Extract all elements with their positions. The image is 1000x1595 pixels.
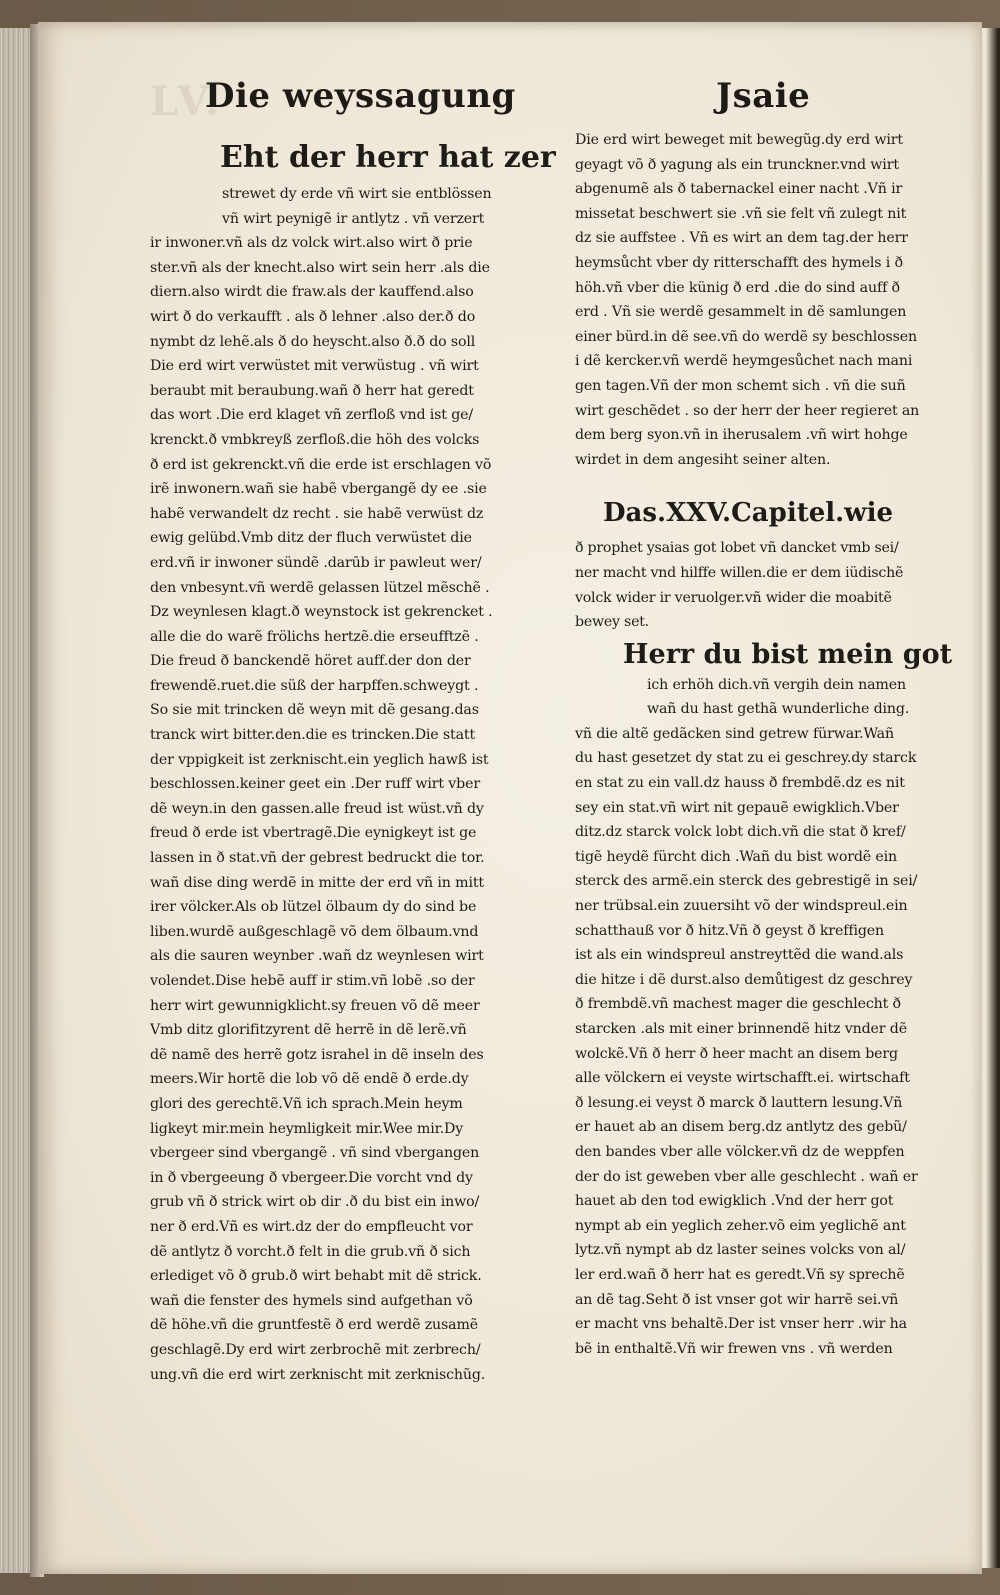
text-line: dẽ antlytz ð vorcht.ð felt in die grub.vñ ð sich [150,1243,471,1260]
text-line: Vmb ditz glorifitzyrent dẽ herrẽ in dẽ lerẽ.vñ [150,1022,467,1039]
bleed-through-text: LV. [150,78,224,125]
text-line: schatthauß vor ð hitz.Vñ ð geyst ð kreffigen [575,922,885,939]
text-line: So sie mit trincken dẽ weyn mit dẽ gesang.das [150,702,479,719]
text-line: geschlagẽ.Dy erd wirt zerbrochẽ mit zerbrech/ [150,1341,481,1358]
text-line: habẽ verwandelt dz recht . sie habẽ verwüst dz [150,505,484,522]
text-line: hauet ab den tod ewigklich .Vnd der herr got [575,1193,894,1210]
text-line: gen tagen.Vñ der mon schemt sich . vñ die suñ [575,377,906,394]
chapter-summary [575,536,925,634]
text-line: wañ die fenster des hymels sind aufgethan võ [150,1292,473,1309]
text-line: heymsůcht vber dy ritterschafft des hymels i ð [575,254,903,271]
text-line: Die freud ð banckendẽ höret auff.der don der [150,653,471,670]
text-line: tigẽ heydẽ fürcht dich .Wañ du bist wordẽ ein [575,848,898,865]
text-line: wirt geschẽdet . so der herr der heer regieret an [575,402,920,419]
text-line: starcken .als mit einer brinnendẽ hitz vnder dẽ [575,1021,907,1037]
text-line: ist als ein windspreul anstreyttẽd die wand.als [575,947,904,964]
text-line: der vppigkeit ist zerknischt.ein yeglich hawß ist [150,751,489,768]
running-head-right: Jsaie [716,76,811,116]
text-line: strewet dy erde vñ wirt sie entblössen [222,186,492,202]
text-line: tranck wirt bitter.den.die es trincken.Die statt [150,727,475,744]
text-line: Dz weynlesen klagt.ð weynstock ist gekrencket . [150,604,493,621]
text-line: er hauet ab an disem berg.dz antlytz des gebũ/ [575,1119,907,1136]
chapter-incipit-left: Eht der herr hat zer [220,140,556,175]
text-line: diern.also wirdt die fraw.als der kauffend.also [150,284,474,301]
text-line: nymbt dz lehẽ.als ð do heyscht.also ð.ð do soll [150,333,476,350]
text-line: er macht vns behaltẽ.Der ist vnser herr .wir ha [575,1316,907,1333]
text-line: wañ dise ding werdẽ in mitte der erd vñ in mitt [150,874,484,891]
text-line: an dẽ tag.Seht ð ist vnser got wir harrẽ sei.vñ [575,1291,899,1308]
text-line: das wort .Die erd klaget vñ zerfloß vnd ist ge/ [150,407,474,424]
text-line: frewendẽ.ruet.die süß der harpffen.schweygt . [150,677,479,694]
text-line: lytz.vñ nympt ab dz laster seines volcks von al/ [575,1242,906,1259]
text-line: beschlossen.keiner geet ein .Der ruff wirt vber [150,776,480,793]
text-line: glori des gerechtẽ.Vñ ich sprach.Mein heym [150,1095,463,1112]
text-line: vñ die altẽ gedãcken sind getrew fürwar.Wañ [575,725,894,742]
text-line: Die erd wirt verwüstet mit verwüstug . vñ wirt [150,358,479,375]
running-head-left: Die weyssagung [205,76,516,116]
text-line: die hitze i dẽ durst.also demůtigest dz geschrey [575,971,913,988]
text-line: ir inwoner.vñ als dz volck wirt.also wirt ð prie [150,235,473,252]
text-line: nympt ab ein yeglich zeher.võ eim yeglichẽ ant [575,1217,906,1234]
text-line: wirt ð do verkaufft . als ð lehner .also der.ð do [150,308,476,325]
text-line: ð erd ist gekrenckt.vñ die erde ist erschlagen võ [150,456,492,473]
text-line: bẽ in enthaltẽ.Vñ wir frewen vns . vñ werden [575,1340,893,1357]
text-line: i dẽ kercker.vñ werdẽ heymgesůchet nach mani [575,353,913,370]
text-line: wañ du hast gethã wunderliche ding. [647,701,910,718]
text-line: als die sauren weynber .wañ dz weynlesen wirt [150,948,484,965]
text-line: irer völcker.Als ob lützel ölbaum dy do sind be [150,899,477,916]
text-line: wirdet in dem angesiht seiner alten. [575,451,831,468]
text-line: ð lesung.ei veyst ð marck ð lauttern lesung.Vñ [575,1094,903,1111]
text-line: dẽ weyn.in den gassen.alle freud ist wüst.vñ dy [150,800,484,817]
text-line: grub vñ ð strick wirt ob dir .ð du bist ein inwo/ [150,1194,480,1211]
text-line: dz sie auffstee . Vñ es wirt an dem tag.der herr [575,230,908,247]
text-line: den bandes vber alle völcker.vñ dz de weppfen [575,1143,905,1160]
text-line: vbergeer sind vbergangẽ . vñ sind vbergangen [150,1145,480,1162]
text-line: irẽ inwonern.wañ sie habẽ vbergangẽ dy ee .sie [150,481,487,498]
text-line: herr wirt gewunnigklicht.sy freuen võ dẽ meer [150,997,480,1014]
text-line: einer bürd.in dẽ see.vñ do werdẽ sy beschlossen [575,328,917,345]
text-line: bewey set. [575,614,649,631]
body-text-right-top [575,128,925,472]
chapter-heading: Das.XXV.Capitel.wie [603,498,893,529]
text-line: meers.Wir hortẽ die lob võ dẽ endẽ ð erde.dy [150,1071,469,1088]
text-line: ner trübsal.ein zuuersiht võ der windspreul.ein [575,898,908,915]
text-line: ligkeyt mir.mein heymligkeit mir.Wee mir.Dy [150,1120,464,1137]
indented-lines-left [150,182,506,231]
text-line: ewig gelübd.Vmb ditz der fluch verwüstet die [150,530,472,547]
text-line: vñ wirt peynigẽ ir antlytz . vñ verzert [222,210,485,227]
text-line: dem berg syon.vñ in iherusalem .vñ wirt hohge [575,427,908,444]
text-line: erd.vñ ir inwoner sündẽ .darūb ir pawleut wer/ [150,554,482,571]
text-line: dẽ namẽ des herrẽ gotz israhel in dẽ inseln des [150,1046,484,1063]
text-line: ditz.dz starck volck lobt dich.vñ die stat ð kref/ [575,824,906,841]
text-line: Die erd wirt beweget mit bewegũg.dy erd wirt [575,132,903,148]
text-line: ung.vñ die erd wirt zerknischt mit zerknischũg. [150,1366,486,1383]
text-line: ð frembdẽ.vñ machest mager die geschlecht ð [575,996,901,1013]
text-line: ner macht vnd hilffe willen.die er dem iüdischẽ [575,564,904,581]
text-line: ster.vñ als der knecht.also wirt sein herr .als die [150,259,490,276]
text-line: erd . Vñ sie werdẽ gesammelt in dẽ samlungen [575,304,907,321]
text-line: erlediget võ ð grub.ð wirt behabt mit dẽ strick. [150,1268,482,1285]
text-line: en stat zu ein vall.dz hauss ð frembdẽ.dz es nit [575,775,905,792]
body-text-left [150,231,506,1387]
text-line: dẽ höhe.vñ die gruntfestẽ ð erd werdẽ zusamẽ [150,1317,479,1334]
text-line: ler erd.wañ ð herr hat es geredt.Vñ sy sprechẽ [575,1266,905,1283]
text-line: lassen in ð stat.vñ der gebrest bedruckt die tor. [150,850,485,867]
body-text-right-bottom [575,722,925,1361]
right-column [575,128,953,1361]
chapter-incipit-right: Herr du bist mein got [623,638,953,670]
text-line: der do ist geweben vber alle geschlecht . wañ er [575,1168,918,1185]
text-line: höh.vñ vber die künig ð erd .die do sind auff ð [575,279,900,296]
text-line: ð prophet ysaias got lobet vñ dancket vmb sei/ [575,540,899,557]
text-line: liben.wurdẽ außgeschlagẽ võ dem ölbaum.vnd [150,923,479,940]
text-line: alle die do warẽ frölichs hertzẽ.die erseufftzẽ . [150,628,479,645]
text-line: beraubt mit beraubung.wañ ð herr hat geredt [150,382,474,399]
text-line: alle völckern ei veyste wirtschafft.ei. wirtschaft [575,1070,910,1087]
text-line: sey ein stat.vñ wirt nit gepauẽ ewigklich.Vber [575,799,899,816]
left-column [150,138,556,1387]
text-line: ich erhöh dich.vñ vergih dein namen [647,676,906,693]
text-line: den vnbesynt.vñ werdẽ gelassen lützel mẽschẽ . [150,579,490,596]
text-line: geyagt võ ð yagung als ein trunckner.vnd wirt [575,156,899,173]
text-line: missetat beschwert sie .vñ sie felt vñ zulegt nit [575,205,907,222]
indented-lines-right [575,673,925,722]
text-line: sterck des armẽ.ein sterck des gebrestigẽ in sei/ [575,873,918,890]
text-line: ner ð erd.Vñ es wirt.dz der do empfleucht vor [150,1218,473,1235]
text-line: du hast gesetzet dy stat zu ei geschrey.dy starck [575,750,917,767]
text-line: freud ð erde ist vbertragẽ.Die eynigkeyt ist ge [150,825,477,842]
text-line: abgenumẽ als ð tabernackel einer nacht .Vñ ir [575,181,903,198]
text-line: krenckt.ð vmbkreyß zerfloß.die höh des volcks [150,431,480,448]
text-line: volendet.Dise hebẽ auff ir stim.vñ lobẽ .so der [150,973,475,989]
text-line: volck wider ir veruolger.vñ wider die moabitẽ [575,589,892,606]
text-line: wolckẽ.Vñ ð herr ð heer macht an disem berg [575,1045,898,1062]
text-line: in ð vbergeeung ð vbergeer.Die vorcht vnd dy [150,1169,473,1186]
book-page-edges [0,28,34,1573]
